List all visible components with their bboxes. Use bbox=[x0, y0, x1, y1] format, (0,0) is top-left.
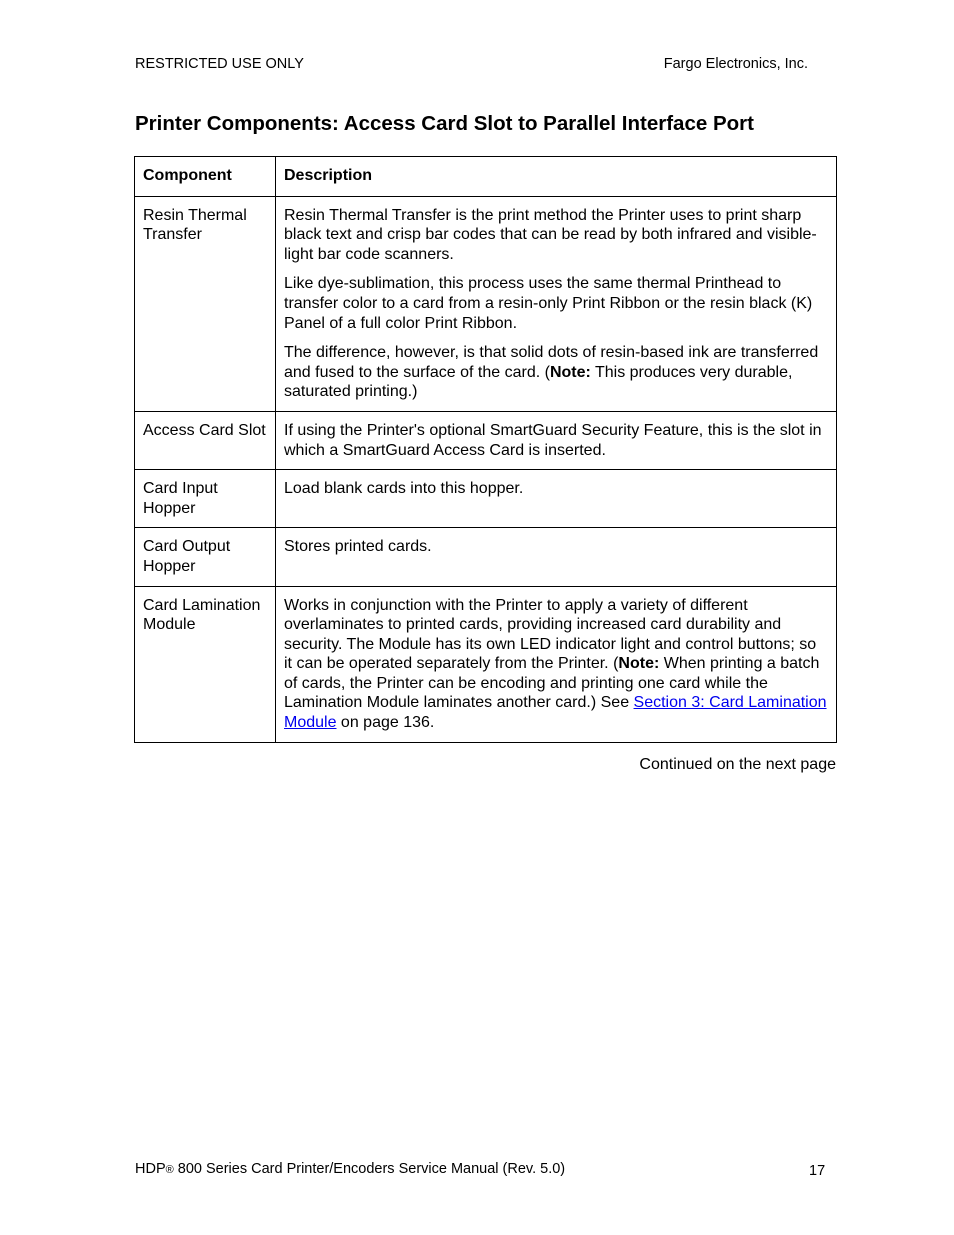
component-name: Resin Thermal Transfer bbox=[135, 196, 276, 411]
continued-note: Continued on the next page bbox=[639, 756, 836, 773]
header-restricted-notice: RESTRICTED USE ONLY bbox=[135, 56, 304, 72]
table-header-row bbox=[135, 157, 837, 197]
text-segment: The difference, however, is that solid dots of resin-based ink are transferred and fused to the surface of the card. ( bbox=[284, 344, 819, 381]
note-label: Note: bbox=[618, 655, 660, 673]
description-paragraph bbox=[284, 343, 828, 402]
table-row bbox=[135, 586, 837, 742]
table-row bbox=[135, 196, 837, 411]
text-segment: When printing a batch of cards, the Printer can be encoding and printing one card while the Lamination Module laminates another card.) See bbox=[284, 655, 820, 712]
text-segment: Works in conjunction with the Printer to apply a variety of different overlaminates to printed cards, providing increased card durability and security. The Module has its own LED indicator light and control buttons; so it can be operated separately from the Printer. ( bbox=[284, 596, 817, 673]
footer-title-text: 800 Series Card Printer/Encoders Service Manual (Rev. 5.0) bbox=[173, 1161, 566, 1177]
registered-mark: ® bbox=[165, 1164, 174, 1176]
text-segment: This produces very durable, saturated printing.) bbox=[284, 363, 793, 401]
section-3-link[interactable]: Section 3: Card Lamination Module bbox=[284, 694, 827, 732]
text-segment: on page 136. bbox=[336, 714, 435, 732]
component-name: Card Lamination Module bbox=[135, 586, 276, 742]
footer-brand: HDP bbox=[135, 1161, 166, 1177]
page-title: Printer Components: Access Card Slot to Parallel Interface Port bbox=[135, 112, 754, 135]
component-name: Access Card Slot bbox=[135, 411, 276, 469]
table-row bbox=[135, 470, 837, 528]
table-row bbox=[135, 411, 837, 469]
header-company: Fargo Electronics, Inc. bbox=[663, 56, 808, 72]
description-paragraph: Like dye-sublimation, this process uses the same thermal Printhead to transfer color to a card from a resin-only Print Ribbon or the resin black (K) Panel of a full color Print Ribbon. bbox=[284, 275, 813, 332]
component-description: Stores printed cards. bbox=[276, 528, 837, 586]
component-description bbox=[276, 196, 837, 411]
component-description: If using the Printer's optional SmartGuard Security Feature, this is the slot in which a SmartGuard Access Card is inserted. bbox=[276, 411, 837, 469]
footer-manual-title bbox=[135, 1161, 565, 1177]
column-header-component: Component bbox=[135, 157, 276, 197]
component-description bbox=[276, 586, 837, 742]
component-description: Load blank cards into this hopper. bbox=[276, 470, 837, 528]
column-header-description: Description bbox=[276, 157, 837, 197]
component-name: Card Output Hopper bbox=[135, 528, 276, 586]
components-table bbox=[134, 156, 837, 743]
table-row bbox=[135, 528, 837, 586]
page-number: 17 bbox=[809, 1163, 826, 1179]
note-label: Note: bbox=[549, 363, 591, 381]
description-paragraph: Resin Thermal Transfer is the print method the Printer uses to print sharp black text and crisp bar codes that can be read by both infrared and visible-light bar code scanners. bbox=[284, 206, 817, 263]
component-name: Card Input Hopper bbox=[135, 470, 276, 528]
